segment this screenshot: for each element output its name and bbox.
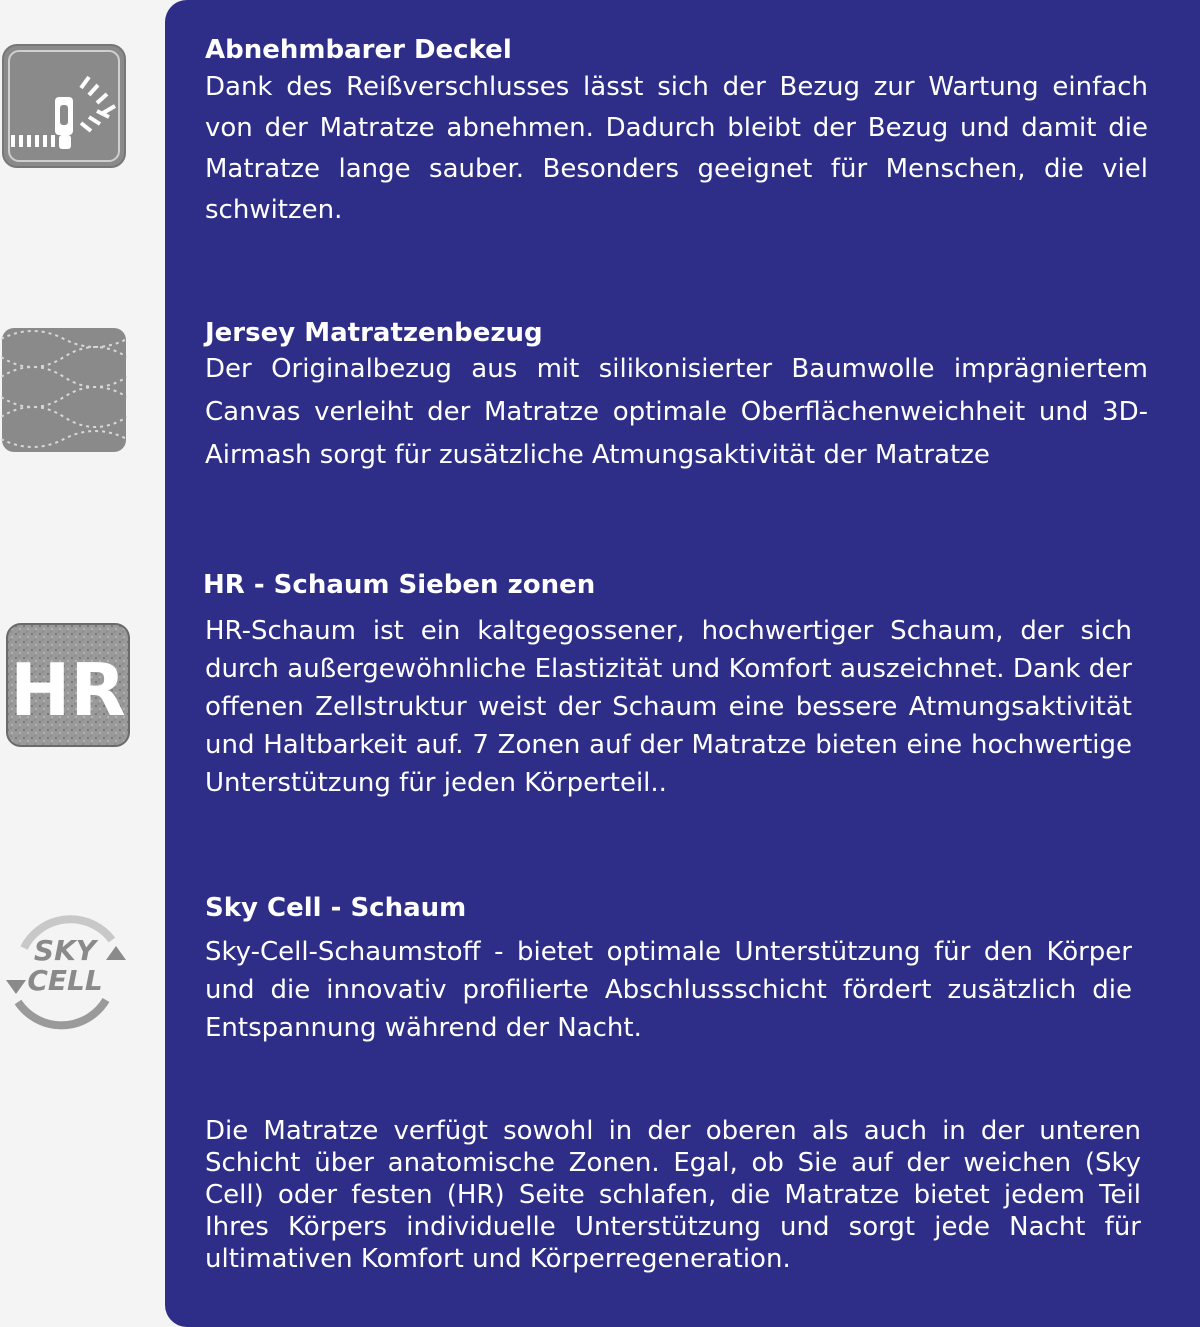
section-sky-cell-foam [205,893,1132,1047]
closing-text: Die Matratze verfügt sowohl in der oberen als auch in der unteren Schicht über anatomische Zonen. Egal, ob Sie auf der weichen (Sky Cell) oder festen (HR) Seite schlafen, die Matratze bietet jedem Teil Ihres Körpers individuelle Unterstützung und sorgt jede Nacht für ultimativen Komfort und Körperregeneration. [205,1116,1141,1274]
svg-text:SKY: SKY [33,934,97,967]
section-body: Dank des Reißverschlusses lässt sich der Bezug zur Wartung einfach von der Matratze abnehmen. Dadurch bleibt der Bezug und damit die Matratze lange sauber. Besonders geeignet für Menschen, die viel schwitzen. [205,72,1148,225]
section-removable-cover [205,35,1148,231]
section-title: Sky Cell - Schaum [205,893,467,923]
sky-cell-icon [2,910,128,1030]
svg-text:CELL: CELL [27,964,103,997]
section-body: HR-Schaum ist ein kaltgegossener, hochwertiger Schaum, der sich durch außergewöhnliche Elastizität und Komfort auszeichnet. Dank der offenen Zellstruktur weist der Schaum eine bessere Atmungsaktivität und Haltbarkeit auf. 7 Zonen auf der Matratze bieten eine hochwertige Unterstützung für jeden Körperteil.. [205,616,1132,798]
section-hr-foam [205,570,1132,802]
zipper-icon [1,43,127,169]
section-jersey-cover [205,318,1148,477]
section-body: Der Originalbezug aus mit silikonisierter Baumwolle imprägniertem Canvas verleiht der Matratze optimale Oberflächenweichheit und 3D-Airmash sorgt für zusätzliche Atmungsaktivität der Matratze [205,354,1148,470]
section-title: Abnehmbarer Deckel [205,35,512,65]
jersey-fabric-icon [1,327,127,453]
section-body: Sky-Cell-Schaumstoff - bietet optimale Unterstützung für den Körper und die innovativ profilierte Abschlussschicht fördert zusätzlich die Entspannung während der Nacht. [205,937,1132,1043]
section-title: HR - Schaum Sieben zonen [203,570,596,600]
hr-foam-icon [6,623,130,747]
svg-text:HR: HR [10,648,126,732]
section-title: Jersey Matratzenbezug [205,318,543,348]
closing-paragraph [205,1115,1141,1275]
